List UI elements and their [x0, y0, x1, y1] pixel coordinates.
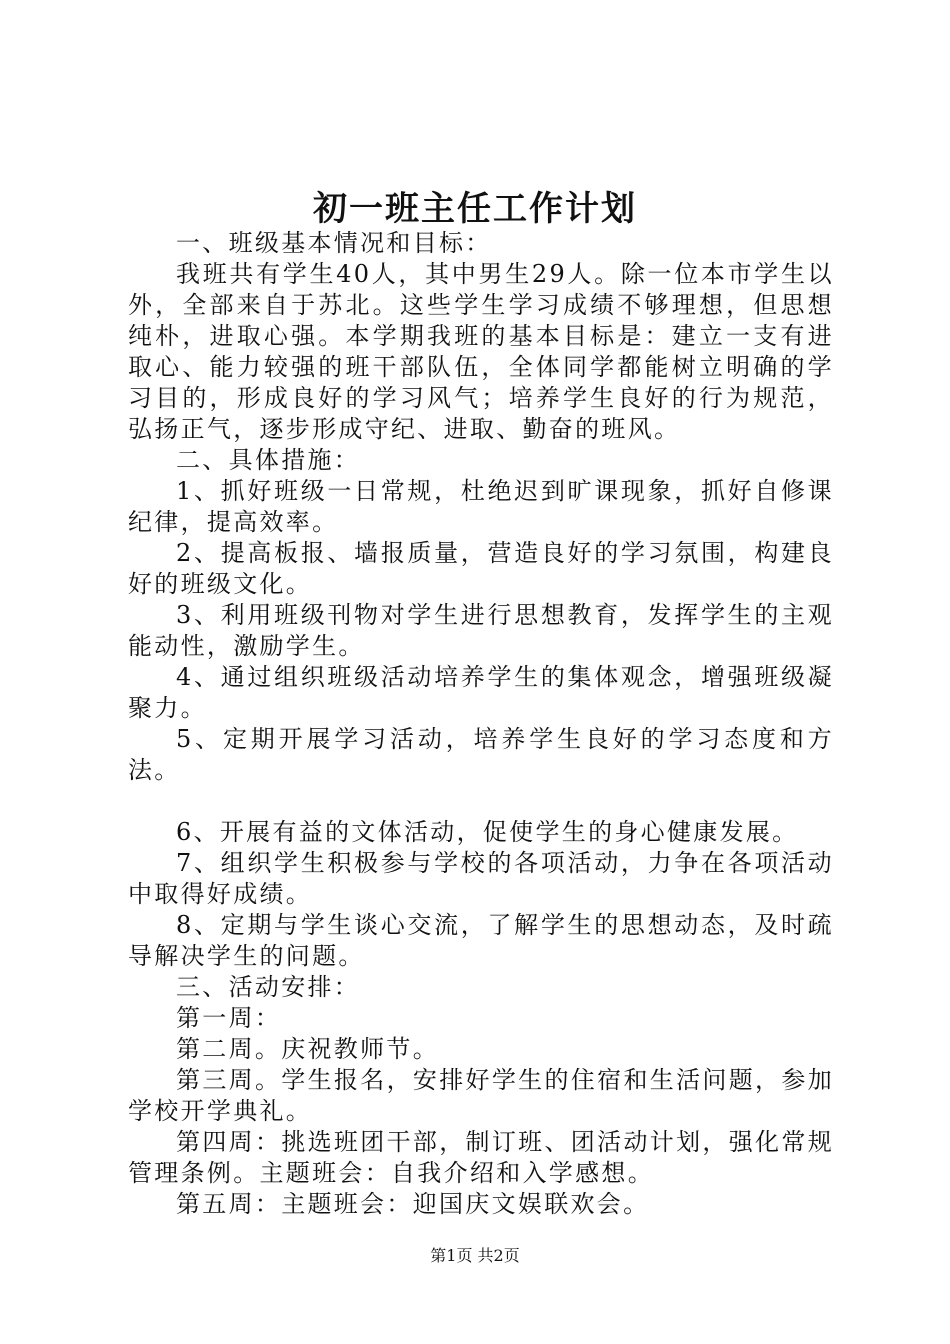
section-heading-activities: 三、活动安排：	[176, 973, 361, 1001]
page-number-footer: 第1页 共2页	[430, 1246, 520, 1265]
week-item-5: 第五周：主题班会：迎国庆文娱联欢会。	[176, 1190, 650, 1218]
measure-item-8: 8、定期与学生谈心交流，了解学生的思想动态，及时疏导解决学生的问题。	[128, 911, 834, 970]
section-heading-measures: 二、具体措施：	[176, 446, 361, 474]
week-item-2: 第二周。庆祝教师节。	[176, 1035, 439, 1063]
measure-item-4: 4、通过组织班级活动培养学生的集体观念，增强班级凝聚力。	[128, 663, 834, 722]
week-item-3: 第三周。学生报名，安排好学生的住宿和生活问题，参加学校开学典礼。	[128, 1066, 834, 1125]
measure-item-6: 6、开展有益的文体活动，促使学生的身心健康发展。	[176, 818, 799, 846]
measure-item-7: 7、组织学生积极参与学校的各项活动，力争在各项活动中取得好成绩。	[128, 849, 834, 908]
week-item-4: 第四周：挑选班团干部，制订班、团活动计划，强化常规管理条例。主题班会：自我介绍和入学感想。	[128, 1128, 834, 1187]
document-title: 初一班主任工作计划	[313, 189, 637, 229]
measure-item-2: 2、提高板报、墙报质量，营造良好的学习氛围，构建良好的班级文化。	[128, 539, 834, 598]
measure-item-5: 5、定期开展学习活动，培养学生良好的学习态度和方法。	[128, 725, 834, 784]
section-heading-basic-info: 一、班级基本情况和目标：	[176, 229, 492, 257]
paragraph-class-overview: 我班共有学生40人，其中男生29人。除一位本市学生以外，全部来自于苏北。这些学生学习成绩不够理想，但思想纯朴，进取心强。本学期我班的基本目标是：建立一支有进取心、能力较强的班干部队伍，全体同学都能树立明确的学习目的，形成良好的学习风气；培养学生良好的行为规范，弘扬正气，逐步形成守纪、进取、勤奋的班风。	[128, 260, 834, 443]
measure-item-1: 1、抓好班级一日常规，杜绝迟到旷课现象，抓好自修课纪律，提高效率。	[128, 477, 834, 536]
document-body	[128, 228, 834, 1220]
measure-item-3: 3、利用班级刊物对学生进行思想教育，发挥学生的主观能动性，激励学生。	[128, 601, 834, 660]
week-item-1: 第一周：	[176, 1004, 282, 1032]
